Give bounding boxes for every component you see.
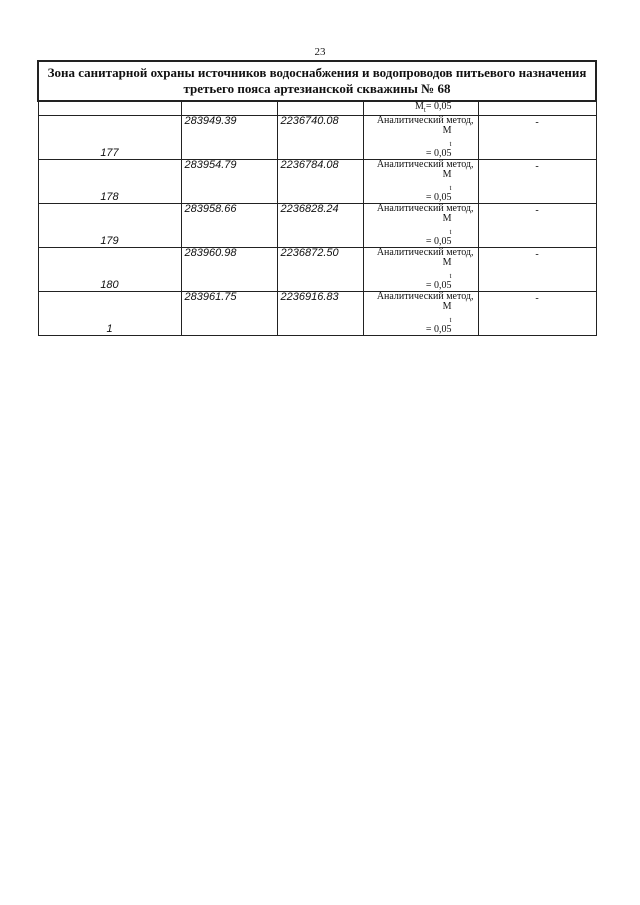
- accuracy-label: M $_t$ = 0,05: [425, 169, 452, 203]
- table-title: [38, 61, 596, 101]
- carryover-accuracy-cell: $M_t= 0,05$: [363, 101, 478, 116]
- x-coordinate-cell: 283961.75: [181, 292, 277, 336]
- method-label: Аналитический метод,: [376, 203, 474, 214]
- accuracy-label: M $_t$ = 0,05: [425, 213, 452, 247]
- point-number-cell: 180: [38, 248, 181, 292]
- x-coordinate-cell: 283954.79: [181, 160, 277, 204]
- method-cell: [363, 160, 478, 204]
- accuracy-label: M $_t$ = 0,05: [425, 257, 452, 291]
- table-title-row: [38, 61, 596, 101]
- table-row: [38, 116, 596, 160]
- table-row: [38, 160, 596, 204]
- method-cell: [363, 204, 478, 248]
- method-cell: [363, 248, 478, 292]
- method-label: Аналитический метод,: [376, 247, 474, 258]
- y-coordinate-cell: 2236916.83: [277, 292, 363, 336]
- y-coordinate-cell: 2236740.08: [277, 116, 363, 160]
- carryover-note-cell: [478, 101, 596, 116]
- note-cell: -: [478, 292, 596, 336]
- point-number-cell: 1: [38, 292, 181, 336]
- method-label: Аналитический метод,: [376, 115, 474, 126]
- point-number-cell: 179: [38, 204, 181, 248]
- y-coordinate-cell: 2236872.50: [277, 248, 363, 292]
- method-cell: [363, 292, 478, 336]
- method-label: Аналитический метод,: [376, 291, 474, 302]
- carryover-row: [38, 101, 596, 116]
- note-cell: -: [478, 116, 596, 160]
- carryover-point-cell: [38, 101, 181, 116]
- method-label: Аналитический метод,: [376, 159, 474, 170]
- x-coordinate-cell: 283960.98: [181, 248, 277, 292]
- y-coordinate-cell: 2236784.08: [277, 160, 363, 204]
- carryover-x-cell: [181, 101, 277, 116]
- y-coordinate-cell: 2236828.24: [277, 204, 363, 248]
- accuracy-label: M $_t$ = 0,05: [425, 125, 452, 159]
- table-row: [38, 292, 596, 336]
- carryover-y-cell: [277, 101, 363, 116]
- note-cell: -: [478, 160, 596, 204]
- accuracy-label: M $_t$ = 0,05: [425, 301, 452, 335]
- point-number-cell: 178: [38, 160, 181, 204]
- table-title-line-1: Зона санитарной охраны источников водоснабжения и водопроводов питьевого назначения: [47, 65, 587, 80]
- note-cell: -: [478, 248, 596, 292]
- coordinates-table: [37, 60, 597, 336]
- table-row: [38, 204, 596, 248]
- note-cell: -: [478, 204, 596, 248]
- table-row: [38, 248, 596, 292]
- table-title-line-2: третьего пояса артезианской скважины № 68: [183, 81, 451, 96]
- x-coordinate-cell: 283949.39: [181, 116, 277, 160]
- x-coordinate-cell: 283958.66: [181, 204, 277, 248]
- page-number: 23: [314, 46, 326, 58]
- method-cell: [363, 116, 478, 160]
- point-number-cell: 177: [38, 116, 181, 160]
